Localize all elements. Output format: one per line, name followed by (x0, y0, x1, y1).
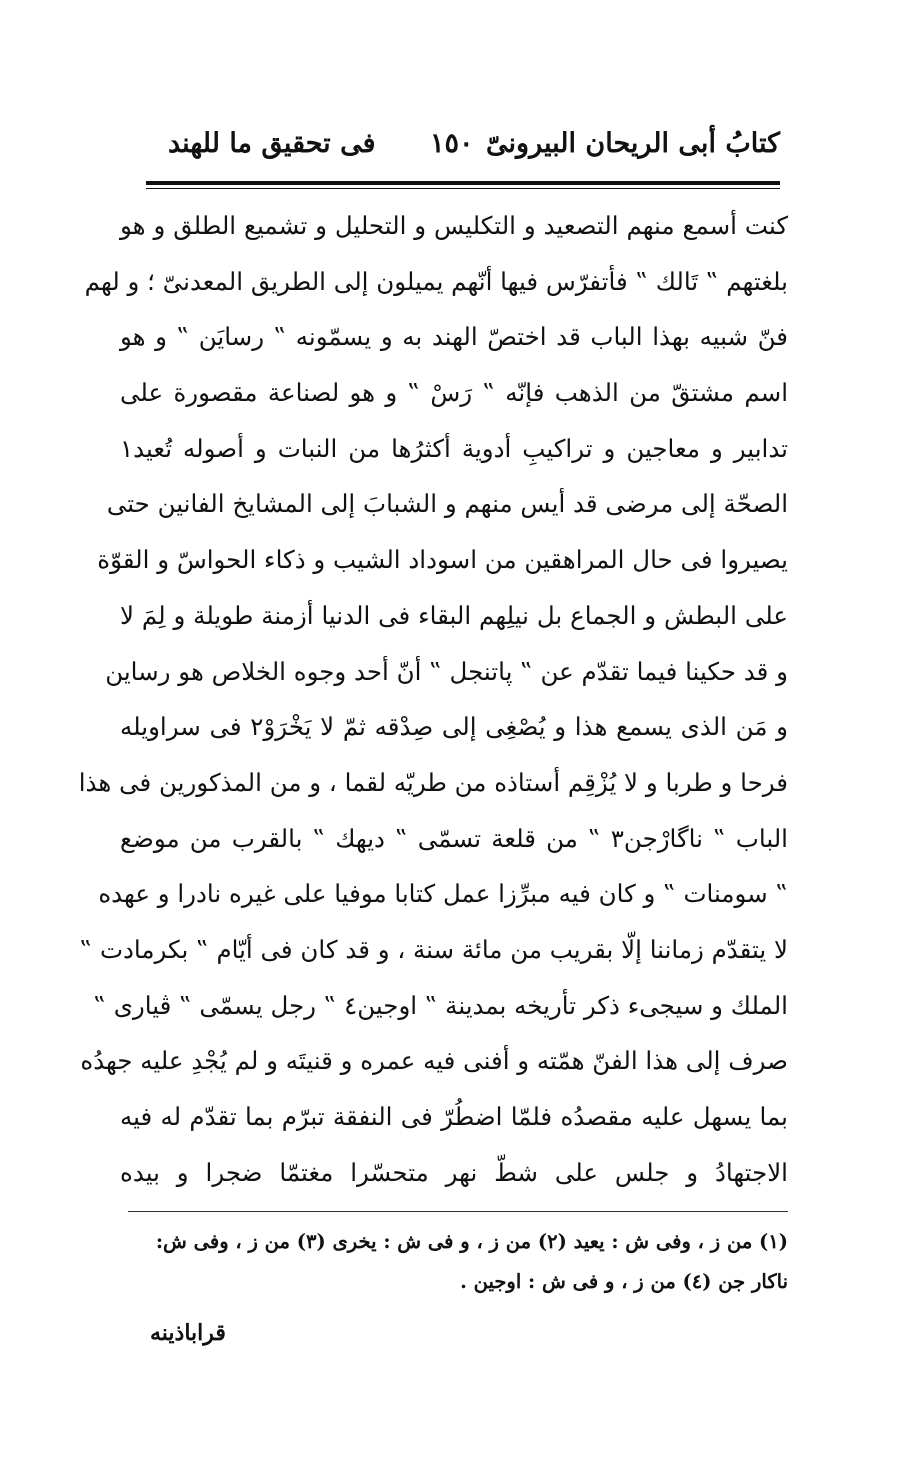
text-line: تدابير و معاجين و تراكيبِ أدوية أكثرُها من النبات و أصوله تُعيد١ (120, 433, 788, 463)
page-header (140, 122, 780, 170)
footnote-line: ناكار جن (٤) من ز ، و فى ش : اوجين . (460, 1270, 788, 1293)
text-line: الباب ‟ ناگارْجن٣ ‟ من قلعة تسمّى ‟ ديهك ‟ بالقرب من موضع (120, 823, 788, 853)
text-line: و مَن الذى يسمع هذا و يُصْغِى إلى صِدْقه ثمّ لا يَخْرَوْ٢ فى سراويله (120, 712, 788, 742)
header-rule-thick (146, 181, 780, 185)
text-line: بلغتهم ‟ تَالك ‟ فأتفرّس فيها أنّهم يميلون إلى الطريق المعدنىّ ؛ و لهم (84, 266, 788, 296)
text-line: الصحّة إلى مرضى قد أيس منهم و الشبابَ إلى المشايخ الفانين حتى (106, 489, 788, 519)
text-line: فرحا و طربا و لا يُزْقِم أستاذه من طريّه لقما ، و من المذكورين فى هذا (78, 767, 788, 797)
text-line: الملك و سيجىء ذكر تأريخه بمدينة ‟ اوجين٤ ‟ رجل يسمّى ‟ ڤيارى ‟ (93, 990, 788, 1020)
text-line: ‟ سومنات ‟ و كان فيه مبرِّزا عمل كتابا موفيا على غيره نادرا و عهده (98, 879, 788, 909)
footnote-line: (١) من ز ، وفى ش : يعيد (٢) من ز ، و فى ش : يخرى (٣) من ز ، وفى ش: (155, 1230, 788, 1253)
text-line: صرف إلى هذا الفنّ همّته و أفنى فيه عمره و قنيتَه و لم يُجْدِ عليه جهدُه (80, 1046, 788, 1076)
footnote-rule (128, 1211, 788, 1212)
text-line: يصيروا فى حال المراهقين من اسوداد الشيب و ذكاء الحواسّ و القوّة (97, 545, 788, 575)
text-line: لا يتقدّم زماننا إلّا بقريب من مائة سنة ، و قد كان فى أيّام ‟ بكرمادت ‟ (79, 934, 788, 964)
catchword: قراباذينه (150, 1320, 226, 1346)
header-rule-thin (146, 188, 780, 189)
text-line: على البطش و الجماع بل نيلِهم البقاء فى الدنيا أزمنة طويلة و لِمَ لا (120, 600, 788, 630)
text-line: الاجتهادُ و جلس على شطّ نهر متحسّرا مغتمّا ضجرا و بيده (120, 1157, 788, 1187)
text-line: بما يسهل عليه مقصدُه فلمّا اضطُرّ فى النفقة تبرّم بما تقدّم له فيه (120, 1102, 788, 1131)
main-text (78, 198, 788, 1200)
running-title-right: كتابُ أبى الريحان البيرونىّ (486, 128, 780, 159)
footnotes (128, 1222, 788, 1302)
text-line: فنّ شبيه بهذا الباب قد اختصّ الهند به و يسمّونه ‟ رسايَن ‟ و هو (120, 322, 788, 352)
page-number: ١٥٠ (430, 128, 474, 159)
text-line: كنت أسمع منهم التصعيد و التكليس و التحليل و تشميع الطلق و هو (120, 211, 788, 240)
text-line: و قد حكينا فيما تقدّم عن ‟ پاتنجل ‟ أنّ أحد وجوه الخلاص هو رساين (105, 656, 788, 686)
text-line: اسم مشتقّ من الذهب فإنّه ‟ رَسْ ‟ و هو لصناعة مقصورة على (120, 378, 788, 408)
running-title-left: فى تحقيق ما للهند (168, 128, 376, 159)
